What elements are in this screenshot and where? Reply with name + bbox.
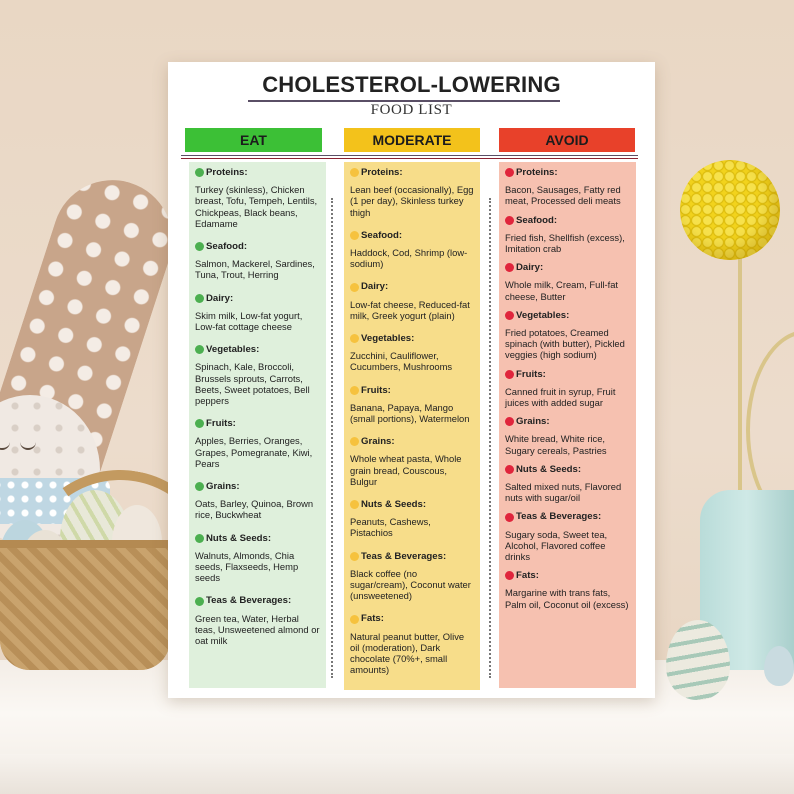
food-category-section [195, 241, 320, 281]
bullet-dot-icon [350, 552, 359, 561]
category-heading [505, 369, 630, 380]
food-items-text: Black coffee (no sugar/cream), Coconut water (unsweetened) [350, 567, 471, 602]
category-label: Vegetables: [516, 309, 570, 321]
shelf-edge [0, 754, 794, 794]
food-category-section [195, 167, 320, 229]
food-category-section [350, 436, 474, 487]
category-label: Nuts & Seeds: [516, 463, 582, 475]
food-items-text: Canned fruit in syrup, Fruit juices with added sugar [505, 385, 616, 409]
food-category-section [350, 167, 474, 218]
bullet-dot-icon [505, 465, 514, 474]
category-label: Grains: [516, 416, 550, 428]
food-category-section [505, 215, 630, 255]
food-category-section [350, 613, 474, 675]
category-heading [195, 241, 320, 252]
bullet-dot-icon [505, 263, 514, 272]
food-items-text: Oats, Barley, Quinoa, Brown rice, Buckwheat [195, 498, 314, 521]
food-items-text: Salmon, Mackerel, Sardines, Tuna, Trout, Herring [195, 258, 315, 281]
bullet-dot-icon [195, 597, 204, 606]
column-separator [489, 198, 491, 678]
food-items-text: Skim milk, Low-fat yogurt, Low-fat cottage cheese [195, 309, 303, 333]
eat-header: EAT [185, 128, 322, 152]
category-label: Fruits: [206, 418, 236, 430]
food-category-section [195, 344, 320, 406]
avoid-header: AVOID [499, 128, 635, 152]
food-category-section [505, 167, 630, 207]
category-heading [350, 385, 474, 396]
category-label: Grains: [206, 481, 240, 493]
category-label: Seafood: [516, 214, 558, 226]
food-category-section [350, 281, 474, 321]
food-items-text: Natural peanut butter, Olive oil (moderation), Dark chocolate (70%+, small amounts) [350, 630, 465, 676]
category-heading [195, 344, 320, 355]
category-label: Nuts & Seeds: [206, 532, 272, 544]
category-label: Teas & Beverages: [516, 511, 602, 523]
category-label: Teas & Beverages: [361, 550, 447, 562]
food-category-section [505, 310, 630, 361]
category-label: Seafood: [206, 241, 248, 253]
food-items-text: White bread, White rice, Sugary cereals, Pastries [505, 433, 607, 456]
category-label: Dairy: [516, 262, 544, 274]
moderate-column [344, 162, 480, 690]
category-label: Vegetables: [361, 333, 415, 345]
food-items-text: Low-fat cheese, Reduced-fat milk, Greek yogurt (plain) [350, 298, 470, 321]
category-label: Grains: [361, 436, 395, 448]
food-items-text: Sugary soda, Sweet tea, Alcohol, Flavored coffee drinks [505, 528, 608, 563]
bullet-dot-icon [350, 334, 359, 343]
bullet-dot-icon [195, 534, 204, 543]
category-heading [350, 613, 474, 624]
food-category-section [505, 464, 630, 504]
category-label: Vegetables: [206, 344, 260, 356]
bullet-dot-icon [350, 283, 359, 292]
category-heading [505, 416, 630, 427]
bullet-dot-icon [195, 419, 204, 428]
bullet-dot-icon [505, 417, 514, 426]
category-heading [505, 167, 630, 178]
bullet-dot-icon [505, 216, 514, 225]
bullet-dot-icon [505, 311, 514, 320]
food-items-text: Haddock, Cod, Shrimp (low-sodium) [350, 247, 468, 270]
bullet-dot-icon [350, 615, 359, 624]
food-items-text: Fried potatoes, Creamed spinach (with butter), Pickled veggies (high sodium) [505, 327, 625, 361]
category-label: Fats: [361, 613, 384, 625]
bullet-dot-icon [195, 345, 204, 354]
food-items-text: Turkey (skinless), Chicken breast, Tofu, Tempeh, Lentils, Chickpeas, Black beans, Edamame [195, 184, 318, 229]
category-label: Fruits: [361, 384, 391, 396]
food-category-section [505, 570, 630, 610]
food-category-section [350, 499, 474, 539]
food-items-text: Lean beef (occasionally), Egg (1 per day), Skinless turkey thigh [350, 184, 474, 218]
food-category-section [195, 595, 320, 646]
page-title: CHOLESTEROL-LOWERING [262, 72, 561, 97]
category-heading [195, 595, 320, 606]
category-heading [195, 533, 320, 544]
bullet-dot-icon [505, 168, 514, 177]
moderate-header: MODERATE [344, 128, 480, 152]
bullet-dot-icon [195, 294, 204, 303]
category-heading [350, 551, 474, 562]
flower-stem [738, 240, 742, 500]
page-subtitle: FOOD LIST [370, 102, 453, 118]
bullet-dot-icon [505, 571, 514, 580]
food-items-text: Spinach, Kale, Broccoli, Brussels sprouts, Carrots, Beets, Sweet potatoes, Bell peppers [195, 361, 310, 407]
food-category-section [350, 333, 474, 373]
wicker-basket [0, 540, 170, 670]
food-category-section [505, 369, 630, 409]
category-label: Teas & Beverages: [206, 595, 292, 607]
food-items-text: Margarine with trans fats, Palm oil, Coconut oil (excess) [505, 587, 629, 610]
category-heading [350, 499, 474, 510]
category-heading [195, 293, 320, 304]
food-category-section [195, 533, 320, 584]
category-heading [195, 481, 320, 492]
category-heading [505, 511, 630, 522]
category-label: Fruits: [516, 368, 546, 380]
yellow-ball-flower [680, 160, 780, 260]
food-category-section [195, 481, 320, 521]
bullet-dot-icon [195, 168, 204, 177]
bullet-dot-icon [350, 168, 359, 177]
food-category-section [350, 385, 474, 425]
category-heading [350, 436, 474, 447]
food-category-section [505, 416, 630, 456]
column-separator [331, 198, 333, 678]
bullet-dot-icon [350, 437, 359, 446]
category-label: Dairy: [361, 281, 389, 293]
category-heading [350, 230, 474, 241]
avoid-column [499, 162, 636, 688]
food-items-text: Salted mixed nuts, Flavored nuts with sugar/oil [505, 481, 622, 504]
food-items-text: Banana, Papaya, Mango (small portions), Watermelon [350, 401, 470, 425]
bullet-dot-icon [195, 482, 204, 491]
bullet-dot-icon [505, 370, 514, 379]
easter-egg [764, 646, 794, 686]
category-heading [505, 310, 630, 321]
category-label: Proteins: [206, 167, 248, 178]
category-heading [505, 262, 630, 273]
food-items-text: Bacon, Sausages, Fatty red meat, Processed deli meats [505, 184, 621, 207]
header-divider [181, 155, 638, 159]
category-heading [195, 418, 320, 429]
food-items-text: Fried fish, Shellfish (excess), Imitation crab [505, 231, 625, 255]
category-label: Fats: [516, 570, 539, 582]
food-category-section [350, 551, 474, 602]
food-items-text: Walnuts, Almonds, Chia seeds, Flaxseeds, Hemp seeds [195, 549, 299, 584]
eat-column [189, 162, 326, 688]
category-heading [505, 215, 630, 226]
category-label: Proteins: [361, 167, 403, 178]
food-category-section [195, 293, 320, 333]
food-items-text: Whole wheat pasta, Whole grain bread, Couscous, Bulgur [350, 453, 462, 487]
food-category-section [350, 230, 474, 270]
category-label: Dairy: [206, 292, 234, 304]
category-heading [195, 167, 320, 178]
bullet-dot-icon [195, 242, 204, 251]
food-list-sheet [168, 62, 655, 698]
category-heading [350, 333, 474, 344]
food-items-text: Whole milk, Cream, Full-fat cheese, Butter [505, 279, 619, 302]
category-heading [505, 570, 630, 581]
food-items-text: Zucchini, Cauliflower, Cucumbers, Mushrooms [350, 350, 453, 373]
bullet-dot-icon [350, 386, 359, 395]
category-heading [505, 464, 630, 475]
food-category-section [505, 262, 630, 302]
bullet-dot-icon [350, 231, 359, 240]
category-label: Proteins: [516, 167, 558, 178]
food-items-text: Green tea, Water, Herbal teas, Unsweetened almond or oat milk [195, 612, 320, 647]
category-heading [350, 167, 474, 178]
category-label: Seafood: [361, 229, 403, 241]
food-category-section [505, 511, 630, 562]
category-label: Nuts & Seeds: [361, 499, 427, 511]
food-items-text: Apples, Berries, Oranges, Grapes, Pomegranate, Kiwi, Pears [195, 435, 313, 469]
bullet-dot-icon [350, 500, 359, 509]
food-items-text: Peanuts, Cashews, Pistachios [350, 516, 431, 539]
food-category-section [195, 418, 320, 469]
bullet-dot-icon [505, 513, 514, 522]
category-heading [350, 281, 474, 292]
